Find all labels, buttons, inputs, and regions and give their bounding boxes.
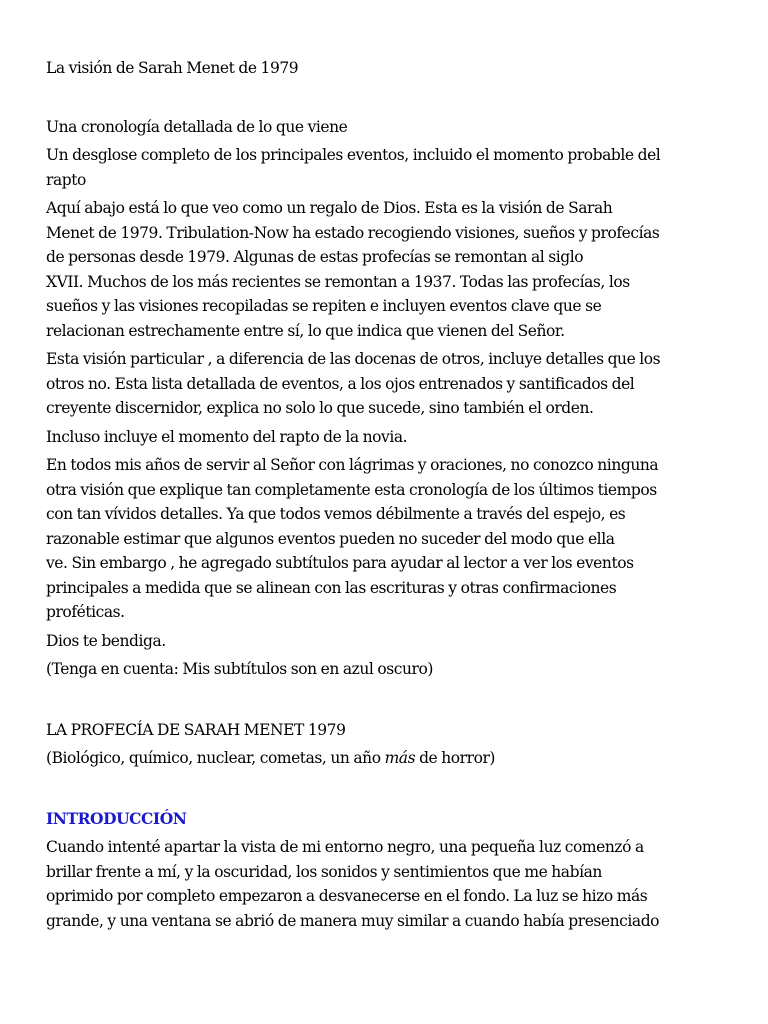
prophecy-title: LA PROFECÍA DE SARAH MENET 1979 <box>46 720 346 739</box>
prophecy-subtitle-start: (Biológico, químico, nuclear, cometas, un año <box>46 749 385 767</box>
intro-paragraph-2: Esta visión particular , a diferencia de las docenas de otros, incluye detalles que los otros no. Esta lista detallada de eventos, a los ojos entrenados y santificados del creyente discernidor, explica no solo lo que sucede, sino también el orden. <box>46 350 661 417</box>
intro-paragraph-3: Incluso incluye el momento del rapto de la novia. <box>46 427 408 446</box>
prophecy-subtitle <box>46 746 726 771</box>
blessing-line: Dios te bendiga. <box>46 631 166 650</box>
intro-paragraph-4: En todos mis años de servir al Señor con lágrimas y oraciones, no conozco ninguna otra visión que explique tan completamente esta cronología de los últimos tiempos con tan vívidos detalles. Ya que todos vemos débilmente a través del espejo, es razonable estimar que algunos eventos pueden no suceder del modo que ella ve. Sin embargo , he agregado subtítulos para ayudar al lector a ver los eventos principales a medida que se alinean con las escrituras y otras confirmaciones proféticas. <box>46 456 659 621</box>
document-title: La visión de Sarah Menet de 1979 <box>46 59 299 77</box>
document-page <box>46 56 726 933</box>
prophecy-subtitle-end: de horror) <box>415 749 496 767</box>
prophecy-subtitle-emphasis: más <box>384 749 416 767</box>
introduction-heading: INTRODUCCIÓN <box>46 808 187 828</box>
note-line: (Tenga en cuenta: Mis subtítulos son en azul oscuro) <box>46 660 433 678</box>
introduction-text: Cuando intenté apartar la vista de mi entorno negro, una pequeña luz comenzó a brillar frente a mí, y la oscuridad, los sonidos y sentimientos que me habían oprimido por completo empezaron a desvanecerse en el fondo. La luz se hizo más grande, y una ventana se abrió de manera muy similar a cuando había presenciado <box>46 838 660 930</box>
intro-paragraph-1: Aquí abajo está lo que veo como un regalo de Dios. Esta es la visión de Sarah Menet de 1979. Tribulation-Now ha estado recogiendo visiones, sueños y profecías de personas desde 1979. Algunas de estas profecías se remontan al siglo XVII. Muchos de los más recientes se remontan a 1937. Todas las profecías, los sueños y las visiones recopiladas se repiten e incluyen eventos clave que se relacionan estrechamente entre sí, lo que indica que vienen del Señor. <box>46 199 660 340</box>
document-subtitle: Una cronología detallada de lo que viene <box>46 117 348 136</box>
breakdown-paragraph: Un desglose completo de los principales eventos, incluido el momento probable del rapto <box>46 146 661 189</box>
